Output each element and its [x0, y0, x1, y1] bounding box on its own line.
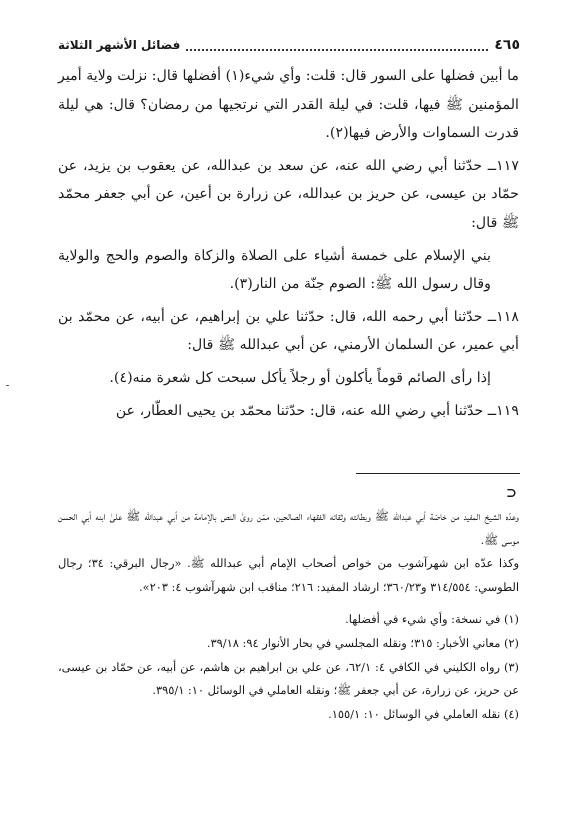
- footnotes: [58, 505, 519, 726]
- running-header: [58, 34, 520, 56]
- page-number: ٤٦٥: [494, 37, 520, 53]
- hadith-117-matn: بني الإسلام على خمسة أشياء على الصلاة والزكاة والصوم والحج والولاية وقال رسول الله ﷺ: الصوم جنّة من النار(٣).: [58, 247, 491, 293]
- main-text: [58, 62, 519, 429]
- footnote-continued-text: وعدّه الشيخ المفيد من خاصّة أبي عبدالله ﷺ وبطانته وثقاته الفقهاء الصالحين، ممّن روىٰ النص بالإمامة من أبي عبدالله ﷺ علىٰ ابنه أبي الحسن موسى ﷺ.: [58, 509, 519, 547]
- footnote-4: (٤) نقله العاملي في الوسائل ١٠: ١٥٥/١.: [328, 706, 519, 721]
- footnote-separator: [356, 473, 520, 474]
- margin-mark: ـ: [6, 378, 9, 389]
- hadith-117-isnad: ١١٧ــ حدّثنا أبي رضي الله عنه، عن سعد بن عبدالله، عن يعقوب بن يزيد، عن حمّاد بن عيسى، عن حريز بن عبدالله، عن زرارة بن أعين، عن أبي جعفر محمّد ﷺ قال:: [58, 157, 519, 231]
- hadith-118-isnad: ١١٨ــ حدّثنا أبي رحمه الله، قال: حدّثنا علي بن إبراهيم، عن أبيه، عن محمّد بن أبي عمير، عن السلمان الأرمني، عن أبي عبدالله ﷺ قال:: [58, 308, 519, 354]
- paragraph: ما أبين فضلها على السور قال: قلت: وأي شيء(١) أفضلها قال: نزلت ولاية أمير المؤمنين ﷺ فيها، قلت: في ليلة القدر التي نرتجيها من رمضان؟ قال: هي ليلة قدرت السماوات والأرض فيها(٢).: [58, 68, 520, 142]
- footnote-continued-text: وكذا عدّه ابن شهرآشوب من خواص أصحاب الإمام أبي عبدالله ﷺ. «رجال البرقي: ٣٤؛ رجال الطوسي: ٣١٤/٥٥٤ و٣٦٠/٢٣؛ ارشاد المفيد: ٢١٦؛ مناقب ابن شهرآشوب ٤: ٢٠٣».: [58, 556, 519, 594]
- footnote-2: (٢) معاني الأخبار: ٣١٥؛ ونقله المجلسي في بحار الأنوار ٩٤: ٣٩/١٨.: [206, 635, 519, 650]
- footnote-3: (٣) رواه الكليني في الكافي ٤: ٦٢/١، عن علي بن ابراهيم بن هاشم، عن أبيه، عن حمّاد بن عيسى، عن حريز، عن زرارة، عن أبي جعفر ﷺ؛ ونقله العاملي في الوسائل ١٠: ٣٩٥/١.: [58, 659, 519, 698]
- footnote-continuation-mark: ⊃: [506, 486, 517, 501]
- hadith-119-isnad: ١١٩ــ حدّثنا أبي رضي الله عنه، قال: حدّثنا محمّد بن يحيى العطّار، عن: [115, 402, 519, 419]
- hadith-118-matn: إذا رأى الصائم قوماً يأكلون أو رجلاً يأكل سبحت كل شعرة منه(٤).: [109, 369, 491, 386]
- header-leader-dots: [186, 40, 488, 51]
- footnote-1: (١) في نسخة: وأي شيء في أفضلها.: [345, 612, 519, 627]
- footnote-gap: [58, 599, 519, 608]
- running-title: فضائل الأشهر الثلاثة: [58, 38, 181, 52]
